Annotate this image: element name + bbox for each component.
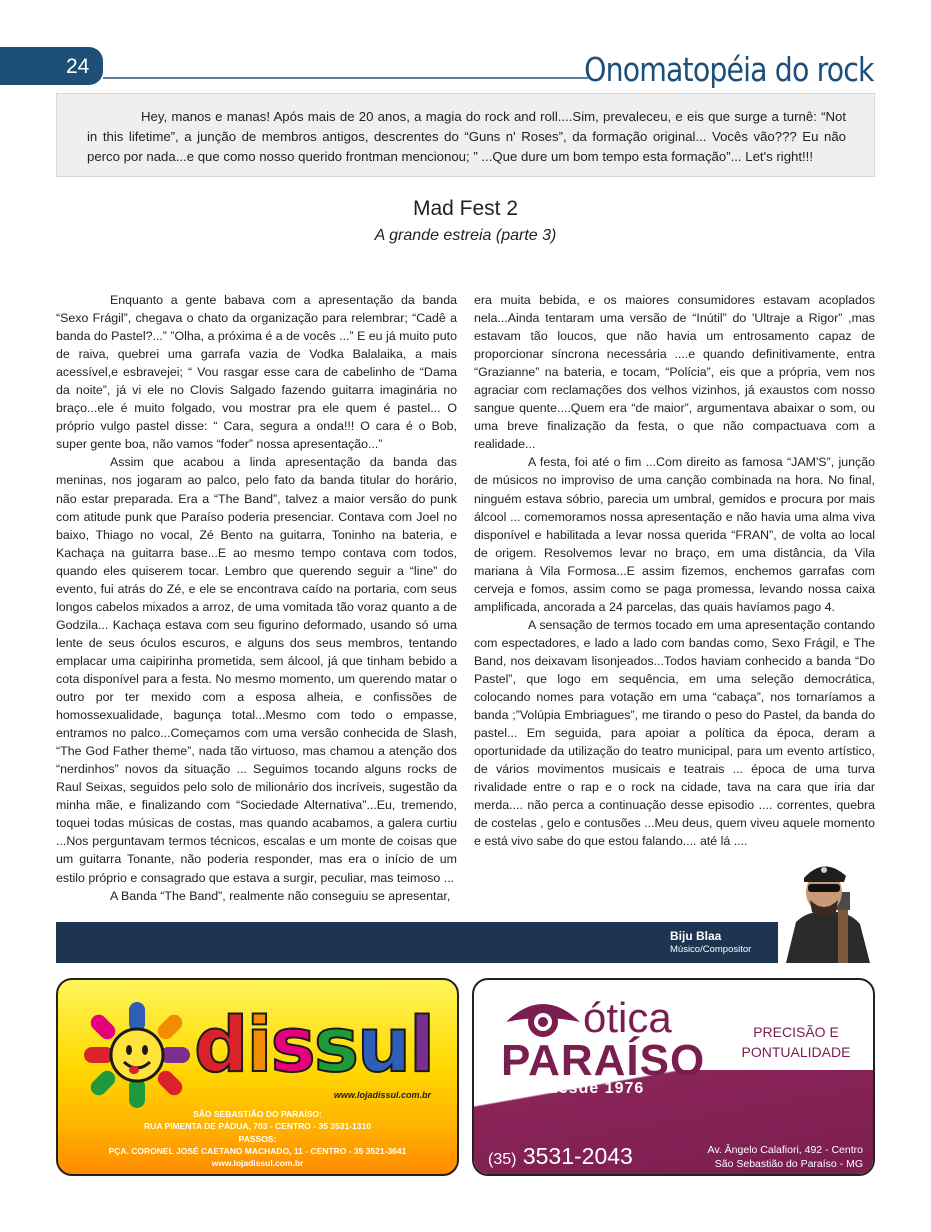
section-title-text: Onomatopéia do rock (584, 50, 874, 89)
author-name: Biju Blaa (670, 929, 722, 943)
otica-since: desde 1976 (548, 1080, 645, 1097)
otica-address-line: Av. Ângelo Calafiori, 492 - Centro (707, 1144, 863, 1156)
section-title (537, 50, 874, 89)
otica-brand-top: ótica (583, 994, 672, 1041)
otica-brand-main: PARAÍSO (501, 1036, 706, 1085)
dissul-ad[interactable] (56, 978, 459, 1176)
otica-slogan (732, 1022, 860, 1062)
otica-slogan-line: PONTUALIDADE (741, 1044, 851, 1060)
paragraph: A festa, foi até o fim ...Com direito as famosa “JAM'S”, junção de músicos no improviso de uma canção combinada na hora. No final, ninguém estava sóbrio, parecia um umbral, gemidos e procura por mais álcool ... comemoramos nossa apresentação e não havia uma alma viva disponível e habilitada a levar nossa querida “FRAN”, de volta ao local de origem. Resolvemos levar no braço, em uma distância, da Vila mariana à Vila Formosa...E assim fizemos, enchemos garrafas com cerveja e fomos, assim como se paga promessa, levando nossa caixa amplificada, ancorada a 24 parcelas, das quais havíamos pago 4. (474, 455, 875, 614)
dissul-info-line: www.lojadissul.com.br (211, 1158, 304, 1169)
otica-phone-number: 3531-2043 (522, 1143, 633, 1169)
otica-address (708, 1143, 863, 1171)
dissul-letter: i (246, 1000, 271, 1089)
dissul-info-line: PÇA. CORONEL JOSÉ CAETANO MACHADO, 11 - CENTRO - 35 3521-3641 (108, 1145, 407, 1156)
header-rule (103, 77, 588, 79)
otica-phone[interactable] (488, 1143, 633, 1170)
paragraph: Enquanto a gente babava com a apresentação da banda “Sexo Frágil”, chegava o chato da organização para relembrar; “Cadê a banda do Pastel?...” ”Olha, a próxima é a de vocês ...” E eu já muito puto de raiva, quebrei uma garrafa vazia de Vodka Balalaika, a mais acessível,e esbravejei; “ Vou rasgar esse cara de cabelinho de “Dama da noite”, já vi ele no Clovis Salgado fazendo guitarra imaginária no braço...ele é muito folgado, vou mostrar pra ele quem é pastel... O próprio vulgo pastel disse: “ Cara, segura a onda!!! O cara é o Bob, super gente boa, não vamos “foder” nossa apresentação...” (56, 293, 457, 452)
sun-logo-icon (82, 1000, 192, 1110)
dissul-url[interactable]: www.lojadissul.com.br (333, 1090, 431, 1100)
author-band (56, 922, 875, 963)
otica-paraiso-ad[interactable] (472, 978, 875, 1176)
dissul-wordmark (194, 1000, 433, 1089)
otica-slogan-line: PRECISÃO E (753, 1024, 839, 1040)
otica-phone-ddd: (35) (488, 1151, 517, 1168)
author-photo (778, 852, 876, 963)
dissul-info-line: SÃO SEBASTIÃO DO PARAÍSO: (193, 1109, 322, 1119)
dissul-letter: s (313, 1000, 357, 1089)
author-role: Músico/Compositor (670, 944, 752, 955)
intro-text: Hey, manos e manas! Após mais de 20 anos, a magia do rock and roll....Sim, prevaleceu, e eis que surge a turnê: “Not in this lifetime”, a junção de membros antigos, descrentes do “Guns n' Roses”, da formação original... Vocês vão??? Eu não perco por nada...e que como nosso querido frontman mencionou; ” ...Que dure um bom tempo esta formação”... Let's right!!! (87, 109, 846, 164)
article-column-left (56, 291, 457, 905)
article-column-right (474, 291, 875, 850)
dissul-info-line: RUA PIMENTA DE PÁDUA, 703 - CENTRO - 35 3531-1310 (144, 1121, 371, 1132)
paragraph: era muita bebida, e os maiores consumidores estavam acoplados nela...Ainda tentaram uma versão de “Inútil” do 'Ultraje a Rigor” ,mas estavam tão loucos, que não havia um entrosamento capaz de proporcionar síncrona necessária ....e quando definitivamente, entra “Grazianne” na bateria, e tocam, “Polícia”, eis que a própria, vem nos agraciar com reclamações dos velhos vizinhos, já exaustos com nosso sangue quente....Quem era “de maior”, argumentava abaixar o som, ou uma breve finalização da festa, o que não compactuava com a realidade... (474, 293, 875, 452)
otica-address-line: São Sebastião do Paraíso - MG (714, 1158, 863, 1170)
article-title: Mad Fest 2 (412, 197, 519, 220)
page-number-tab (0, 47, 103, 85)
paragraph: A Banda “The Band”, realmente não conseguiu se apresentar, (110, 888, 451, 903)
dissul-letter: l (409, 1000, 434, 1089)
page-number: 24 (66, 55, 90, 78)
dissul-address-block (58, 1108, 457, 1169)
paragraph: Assim que acabou a linda apresentação da banda das meninas, nos jogaram ao palco, pelo fato da banda titular do horário, não estar preparada. Era a “The Band”, talvez a maior versão do punk com atitude punk que Paraíso poderia presenciar. Contava com Joel no baixo, Thiago no vocal, Zé Bento na guitarra, Toninho na bateria, e Kachaça na guitarra base...E ao mesmo tempo contava com todos, quando eles quiserem tocar. Lembro que querendo seguir a “line” do evento, fui atrás do Zé, e ele se encontrava caído na portaria, com seus longos cabelos mixados a arroz, de uma vomitada tão voraz quanto a de Godzila... Kachaça estava com seu figurino deformado, usando só uma lente de seus óculos escuros, e alguns dos seus membros, tentando emplacar uma caipirinha prometida, sem álcool, já que tinham bebido a cota disponível para a festa. No mesmo momento, um querendo matar o outro por ter mexido com a esposa alheia, e confissões de homossexualidade, bagunça total...Mesmo com todo o empasse, entramos no palco...Começamos com uma versão conhecida de Slash, “The God Father theme”, nada tão virtuoso, mas chamou a atenção dos “nerdinhos” novos da situação ... Seguimos tocando alguns rocks de Raul Seixas, seguidos pelo solo de milionário dos incríveis, sugestão da minha mãe, e finalizando com “Sociedade Alternativa”...Eu, tremendo, toquei todas músicas de costas, mas quando acabamos, a galera curtiu ...Nos perguntavam termos técnicos, escalas e um monte de coisas que um guitarra Tonante, não poderia responder, mas era o início de um estilo próprio e consagrado que estava a surgir, peculiar, mas teimoso ... (56, 455, 457, 885)
intro-box (56, 93, 875, 177)
dissul-letter: u (356, 1000, 410, 1089)
dissul-letter: d (194, 1000, 247, 1089)
dissul-info-line: PASSOS: (238, 1133, 277, 1144)
eye-logo-icon (504, 992, 582, 1042)
article-subtitle: A grande estreia (parte 3) (374, 227, 557, 244)
dissul-letter: s (270, 1000, 314, 1089)
paragraph: A sensação de termos tocado em uma apresentação contando com espectadores, e lado a lado com bandas como, Sexo Frágil, e The Band, nos deixavam lisonjeados...Todos haviam conhecido a banda “Do Pastel”, que logo em sequência, em uma seleção democrática, colocando nomes para votação em uma “cabaça”, nos tornaríamos a banda ;”Volúpia Embriagues”, me tirando o peso do Pastel, da banda do pastel... Em seguida, para apoiar a política da época, deram a oportunidade da utilização do teatro municipal, para um evento artístico, de vários movimentos musicais e teatrais ... época de uma turva rivalidade entre o rap e o rock na cidade, tava na cara que iria dar merda.... não perca a continuação desse episodio .... correntes, quebra de costelas , gelo e contusões ...Meu deus, quem viveu aquele momento e está vivo sabe do que estou falando.... até lá .... (474, 617, 875, 849)
